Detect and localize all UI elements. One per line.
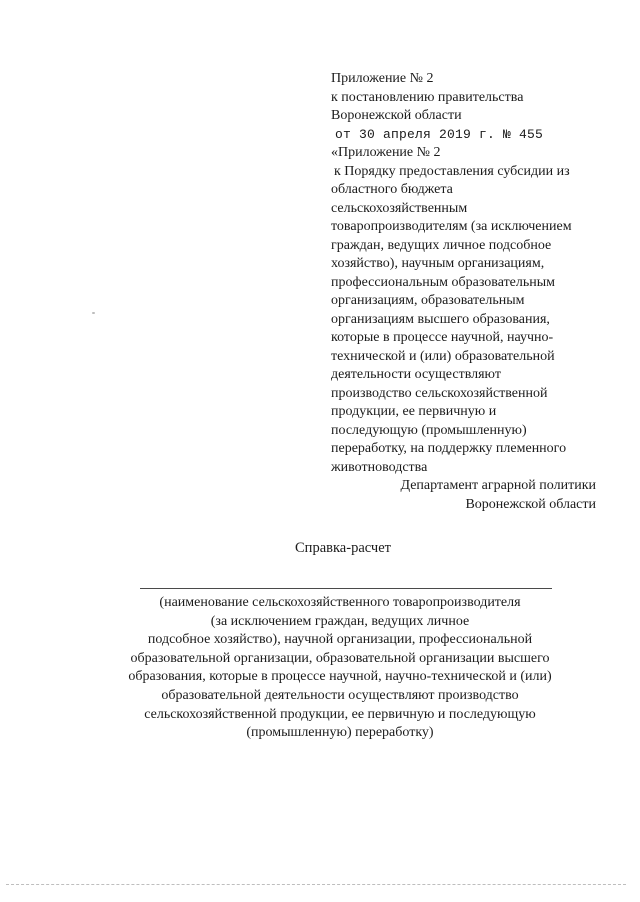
appendix-header [331, 70, 616, 477]
caption-line: образования, которые в процессе научной, научно-технической и (или) [128, 669, 552, 685]
appendix-line: переработку, на поддержку племенного [331, 441, 567, 456]
appendix-line: областного бюджета [331, 182, 453, 197]
appendix-line: Воронежской области [331, 108, 462, 123]
appendix-line: сельскохозяйственным [331, 200, 468, 216]
appendix-line: товаропроизводителям (за исключением [331, 219, 572, 234]
appendix-line: деятельности осуществляют [331, 367, 501, 382]
caption-line: образовательной организации, образовательной организации высшего [130, 650, 550, 666]
appendix-line: технической и (или) образовательной [331, 348, 555, 364]
scan-edge-artifact [6, 884, 626, 885]
addressee-block [296, 476, 596, 514]
appendix-line: последующую (промышленную) [331, 422, 527, 438]
appendix-date-line: от 30 апреля 2019 г. № 455 [335, 126, 544, 142]
caption-line: образовательной деятельности осуществляют производство [161, 687, 519, 703]
caption-line: сельскохозяйственной продукции, ее первичную и последующую [144, 706, 536, 722]
appendix-line: к постановлению правительства [331, 89, 524, 105]
addressee-department: Департамент аграрной политики [400, 478, 596, 493]
appendix-line: «Приложение № 2 [331, 145, 441, 160]
appendix-line: организациям высшего образования, [331, 311, 550, 327]
appendix-line: граждан, ведущих личное подсобное [331, 237, 552, 253]
scan-speck [92, 312, 95, 314]
caption-line: (промышленную) переработку) [246, 725, 434, 741]
appendix-line: хозяйство), научным организациям, [331, 256, 545, 271]
appendix-line: которые в процессе научной, научно- [331, 330, 554, 345]
appendix-line: производство сельскохозяйственной [331, 385, 548, 401]
appendix-line: животноводства [331, 459, 428, 475]
document-title: Справка-расчет [295, 540, 391, 556]
appendix-line: к Порядку предоставления субсидии из [334, 163, 570, 179]
appendix-line: профессиональным образовательным [331, 274, 556, 290]
blank-fill-line [140, 588, 552, 589]
caption-line: (за исключением граждан, ведущих личное [210, 613, 470, 629]
blank-caption [80, 594, 600, 743]
caption-line: (наименование сельскохозяйственного товаропроизводителя [159, 595, 521, 610]
appendix-line: Приложение № 2 [331, 71, 434, 86]
addressee-region: Воронежской области [465, 497, 596, 512]
caption-line: подсобное хозяйство), научной организации, профессиональной [147, 632, 533, 648]
appendix-line: продукции, ее первичную и [331, 404, 497, 419]
appendix-line: организациям, образовательным [331, 293, 525, 308]
